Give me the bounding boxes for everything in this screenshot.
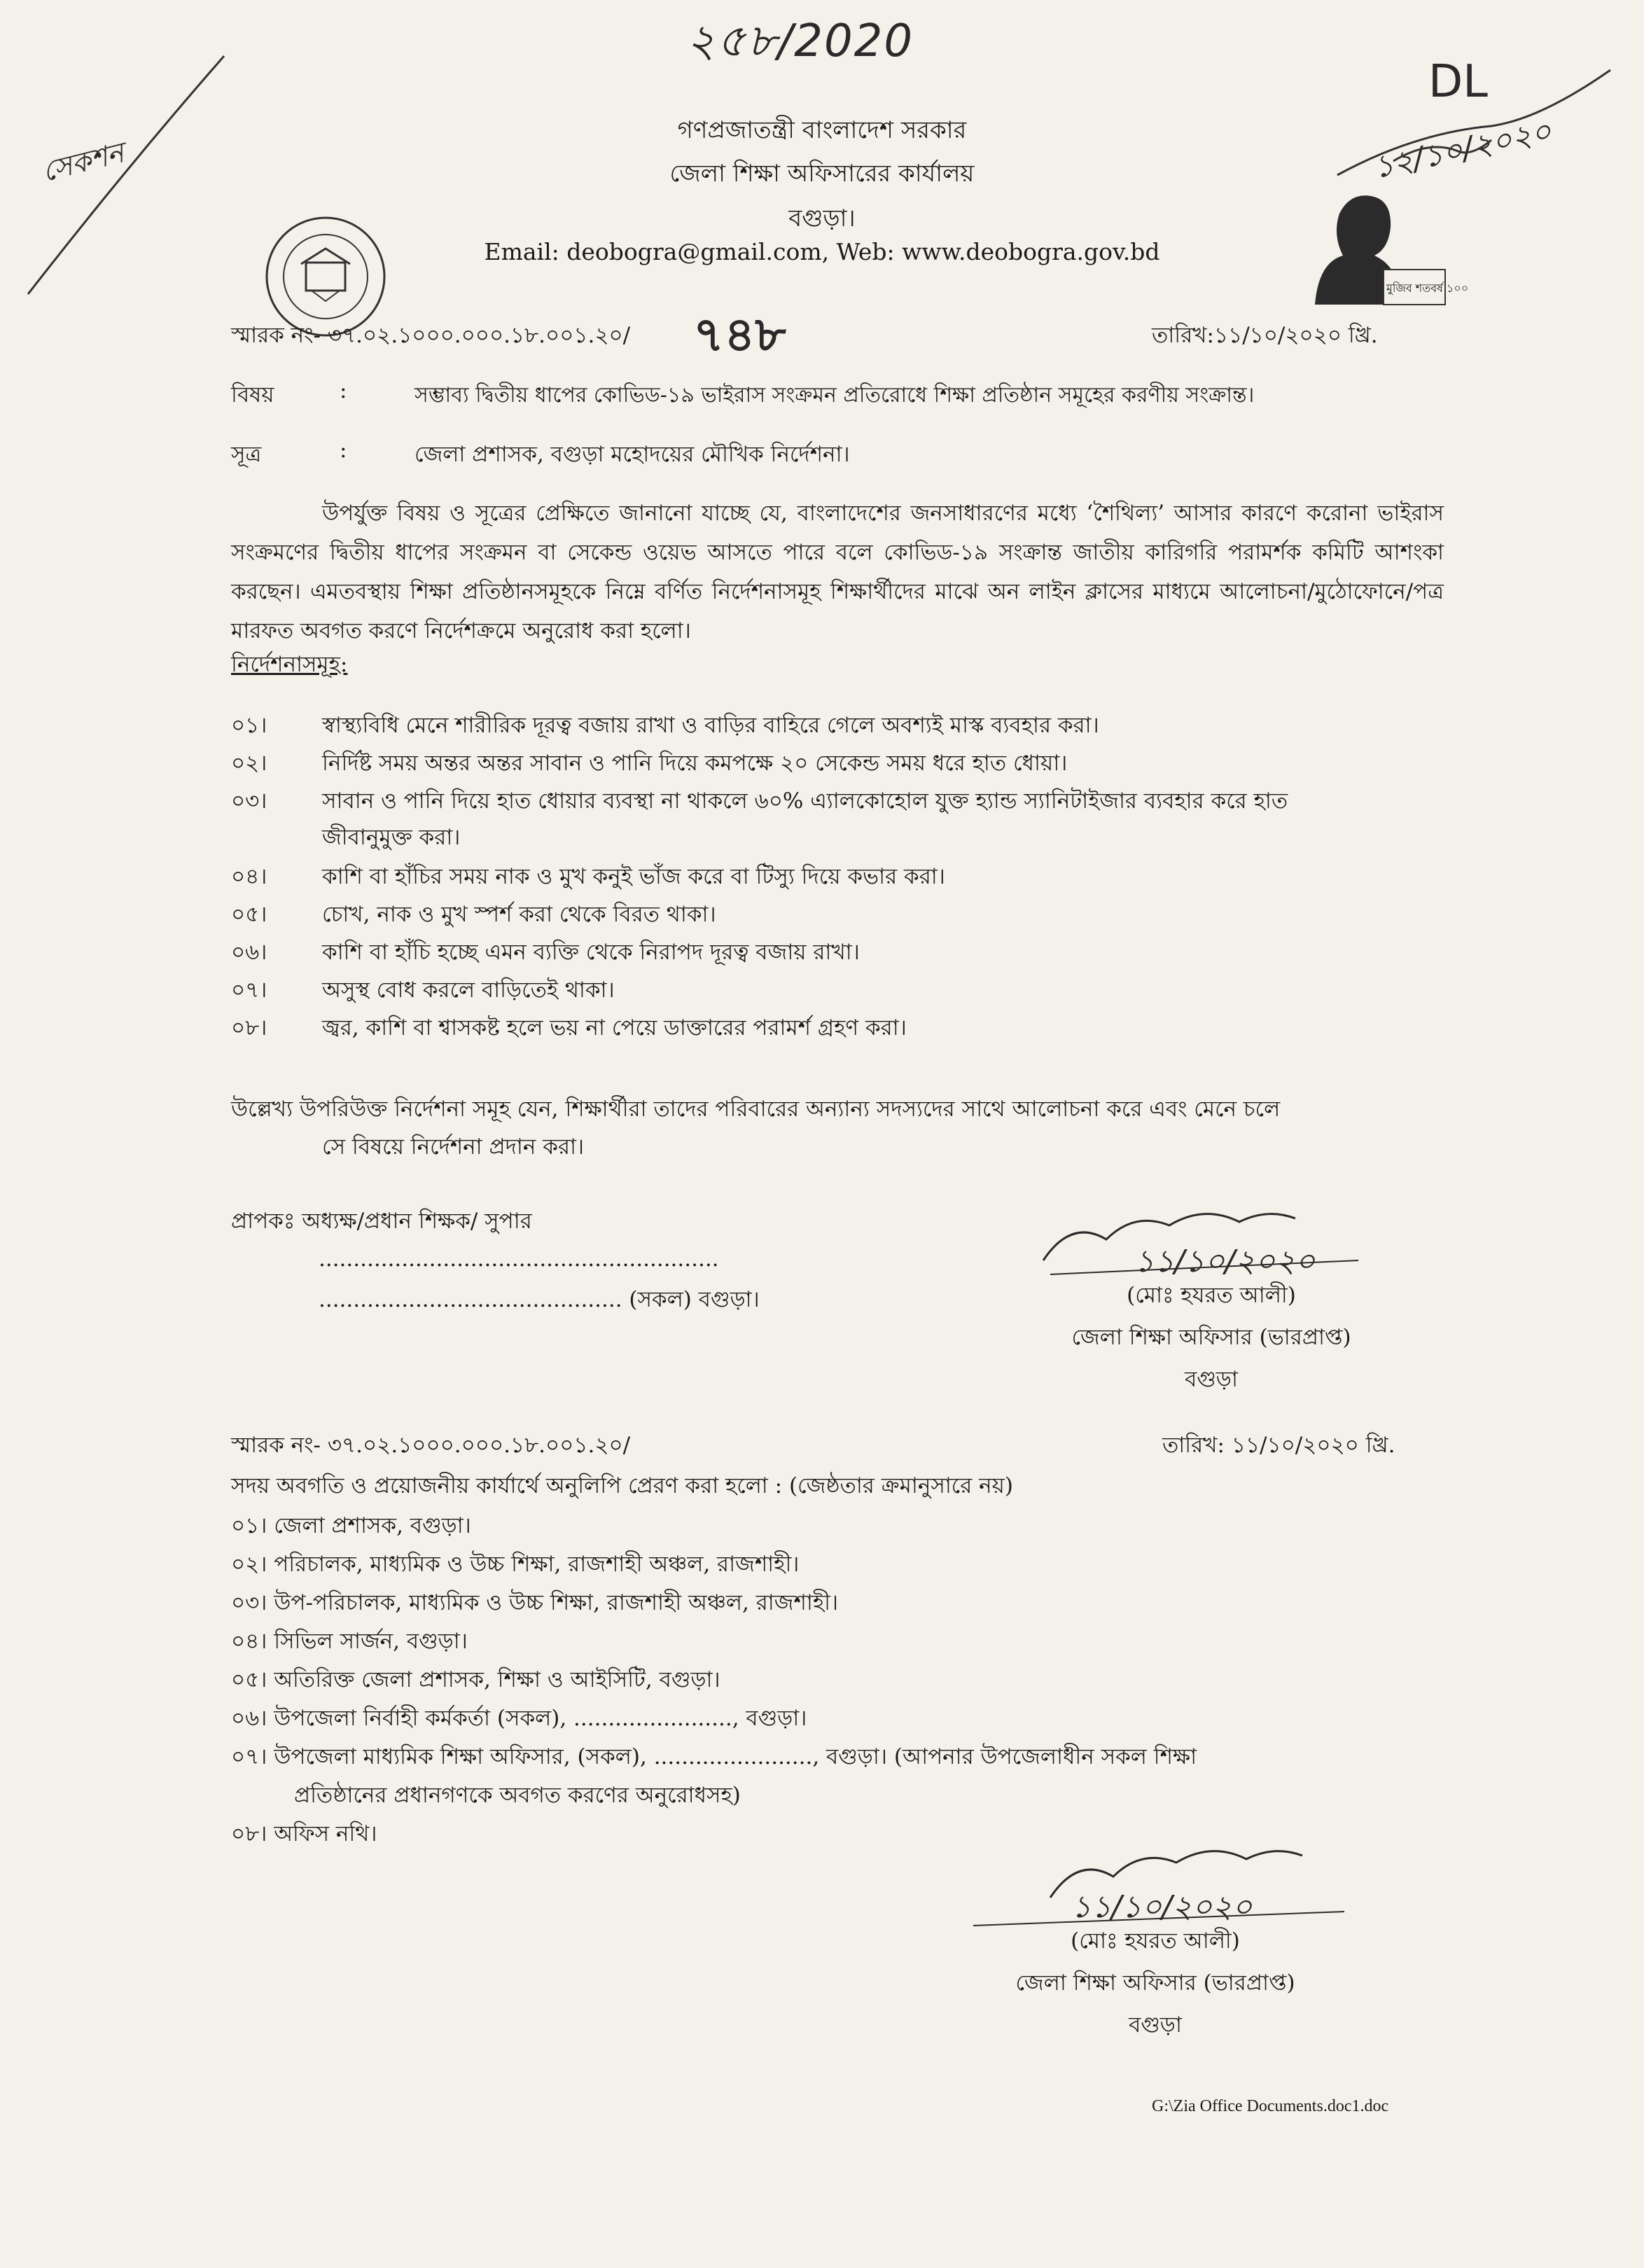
recipient-line-2: .......................................................... (319, 1246, 719, 1272)
instruction-text-continued: জীবানুমুক্ত করা। (322, 825, 461, 850)
copy-list-item-continued: প্রতিষ্ঠানের প্রধানগণকে অবগত করণের অনুরোধসহ) (294, 1783, 741, 1808)
signature-block-1 (966, 1274, 1456, 1400)
signature-date-2: ১১/১০/২০২০ (1071, 1889, 1253, 1925)
copy-memo-date: তারিখ: ১১/১০/২০২০ খ্রি. (1162, 1433, 1395, 1458)
copy-list-item: ০৪। সিভিল সার্জন, বগুড়া। (231, 1629, 468, 1654)
source-text: জেলা প্রশাসক, বগুড়া মহোদয়ের মৌখিক নির্দেশনা। (415, 442, 850, 467)
government-title: গণপ্রজাতন্ত্রী বাংলাদেশ সরকার (677, 116, 967, 144)
note-line-1: উল্লেখ্য উপরিউক্ত নির্দেশনা সমূহ যেন, শিক্ষার্থীরা তাদের পরিবারের অন্যান্য সদস্যদের সাথে আলোচনা করে এবং মেনে চলে (231, 1097, 1281, 1122)
copy-list-item: ০৬। উপজেলা নির্বাহী কর্মকর্তা (সকল), ......................., বগুড়া। (231, 1706, 807, 1731)
instructions-heading: নির্দেশনাসমূহ: (231, 652, 348, 677)
signature-block-2 (910, 1920, 1400, 2046)
file-path-footer: G:\Zia Office Documents.doc1.doc (1152, 2097, 1389, 2115)
instruction-number: ০৭। (231, 978, 267, 1003)
instruction-number: ০৮। (231, 1015, 267, 1041)
signature-date-1: ১১/১০/২০২০ (1134, 1244, 1316, 1279)
handwritten-received-date: ১২/১০/২০২০ (1370, 113, 1555, 186)
instruction-number: ০২। (231, 751, 267, 776)
instruction-text: কাশি বা হাঁচির সময় নাক ও মুখ কনুই ভাঁজ করে বা টিস্যু দিয়ে কভার করা। (322, 864, 945, 889)
copy-intro: সদয় অবগতি ও প্রয়োজনীয় কার্যার্থে অনুলিপি প্রেরণ করা হলো : (জেষ্ঠতার ক্রমানুসারে নয়) (231, 1473, 1014, 1498)
instruction-number: ০১। (231, 713, 267, 738)
instruction-text: কাশি বা হাঁচি হচ্ছে এমন ব্যক্তি থেকে নিরাপদ দূরত্ব বজায় রাখা। (322, 940, 860, 965)
instruction-text: স্বাস্থ্যবিধি মেনে শারীরিক দূরত্ব বজায় রাখা ও বাড়ির বাহিরে গেলে অবশ্যই মাস্ক ব্যবহার করা। (322, 713, 1099, 738)
signatory-designation: জেলা শিক্ষা অফিসার (ভারপ্রাপ্ত) (1071, 1325, 1351, 1350)
recipient-label: প্রাপকঃ অধ্যক্ষ/প্রধান শিক্ষক/ সুপার (231, 1209, 532, 1234)
recipient-line-3: ............................................ (সকল) বগুড়া। (319, 1287, 760, 1312)
signatory-name: (মোঃ হযরত আলী) (1127, 1283, 1296, 1308)
signatory-place: বগুড়া (1129, 2012, 1182, 2038)
signatory-name: (মোঃ হযরত আলী) (1071, 1928, 1240, 1954)
instruction-number: ০৪। (231, 864, 267, 889)
copy-list-item: ০১। জেলা প্রশাসক, বগুড়া। (231, 1513, 471, 1538)
signatory-place: বগুড়া (1185, 1367, 1238, 1392)
memo-reference: স্মারক নং- ৩৭.০২.১০০০.০০০.১৮.০০১.২০/ (231, 323, 631, 348)
subject-colon: : (340, 378, 347, 403)
instruction-number: ০৬। (231, 940, 267, 965)
copy-list-item: ০২। পরিচালক, মাধ্যমিক ও উচ্চ শিক্ষা, রাজশাহী অঞ্চল, রাজশাহী। (231, 1552, 800, 1577)
memo-date: তারিখ:১১/১০/২০২০ খ্রি. (1152, 323, 1378, 348)
instruction-text: নির্দিষ্ট সময় অন্তর অন্তর সাবান ও পানি দিয়ে কমপক্ষে ২০ সেকেন্ড সময় ধরে হাত ধোয়া। (322, 751, 1068, 776)
copy-list-item: ০৮। অফিস নথি। (231, 1821, 377, 1846)
body-paragraph: উপর্যুক্ত বিষয় ও সূত্রের প্রেক্ষিতে জানানো যাচ্ছে যে, বাংলাদেশের জনসাধারণের মধ্যে ‘শৈথিল্য’ আসার কারণে করোনা ভাইরাস সংক্রমণের দ্বিতীয় ধাপের সংক্রমন বা সেকেন্ড ওয়েভ আসতে পারে বলে কোভিড-১৯ সংক্রান্ত জাতীয় কারিগরি পরামর্শক কমিটি আশংকা করছেন। এমতবস্থায় শিক্ষা প্রতিষ্ঠানসমূহকে নিম্নে বর্ণিত নির্দেশনাসমূহ শিক্ষার্থীদের মাঝে অন লাইন ক্লাসের মাধ্যমে আলোচনা/মুঠোফোনে/পত্র মারফত অবগত করণে নির্দেশক্রমে অনুরোধ করা হলো। (231, 501, 1444, 643)
office-title: জেলা শিক্ষা অফিসারের কার্যালয় (669, 160, 975, 188)
instruction-number: ০৩। (231, 788, 267, 814)
copy-memo-reference: স্মারক নং- ৩৭.০২.১০০০.০০০.১৮.০০১.২০/ (231, 1433, 631, 1458)
source-label: সূত্র (231, 442, 262, 467)
copy-list-item: ০৩। উপ-পরিচালক, মাধ্যমিক ও উচ্চ শিক্ষা, রাজশাহী অঞ্চল, রাজশাহী। (231, 1590, 839, 1615)
instruction-text: অসুস্থ বোধ করলে বাড়িতেই থাকা। (322, 978, 615, 1003)
contact-info: Email: deobogra@gmail.com, Web: www.deobogra.gov.bd (484, 238, 1160, 265)
handwritten-section-note: সেকশন (39, 137, 127, 188)
badge-text: মুজিব শতবর্ষ ১০০ (1386, 281, 1469, 295)
handwritten-memo-number: ৭৪৮ (693, 307, 786, 363)
handwritten-file-number: ২৫৮/2020 (686, 15, 914, 67)
copy-list-item: ০৭। উপজেলা মাধ্যমিক শিক্ষা অফিসার, (সকল), ......................., বগুড়া। (আপনার উপজেলাধীন সকল শিক্ষা (231, 1744, 1197, 1769)
copy-list-item: ০৫। অতিরিক্ত জেলা প্রশাসক, শিক্ষা ও আইসিটি, বগুড়া। (231, 1667, 720, 1692)
note-line-2: সে বিষয়ে নির্দেশনা প্রদান করা। (322, 1134, 585, 1160)
instruction-text: জ্বর, কাশি বা শ্বাসকষ্ট হলে ভয় না পেয়ে ডাক্তারের পরামর্শ গ্রহণ করা। (322, 1015, 907, 1041)
signatory-designation: জেলা শিক্ষা অফিসার (ভারপ্রাপ্ত) (1015, 1970, 1295, 1996)
mujib-centenary-badge (1301, 186, 1469, 308)
instruction-number: ০৫। (231, 902, 267, 927)
source-colon: : (340, 438, 347, 463)
handwritten-initials: DL (1428, 56, 1488, 108)
instruction-text: সাবান ও পানি দিয়ে হাত ধোয়ার ব্যবস্থা না থাকলে ৬০% এ্যালকোহোল যুক্ত হ্যান্ড স্যানিটাইজার ব্যবহার করে হাত (322, 788, 1288, 814)
office-location: বগুড়া। (788, 204, 856, 232)
subject-text: সম্ভাব্য দ্বিতীয় ধাপের কোভিড-১৯ ভাইরাস সংক্রমন প্রতিরোধে শিক্ষা প্রতিষ্ঠান সমূহের করণীয় সংক্রান্ত। (415, 383, 1255, 408)
subject-label: বিষয় (231, 382, 274, 408)
instruction-text: চোখ, নাক ও মুখ স্পর্শ করা থেকে বিরত থাকা। (322, 902, 716, 927)
